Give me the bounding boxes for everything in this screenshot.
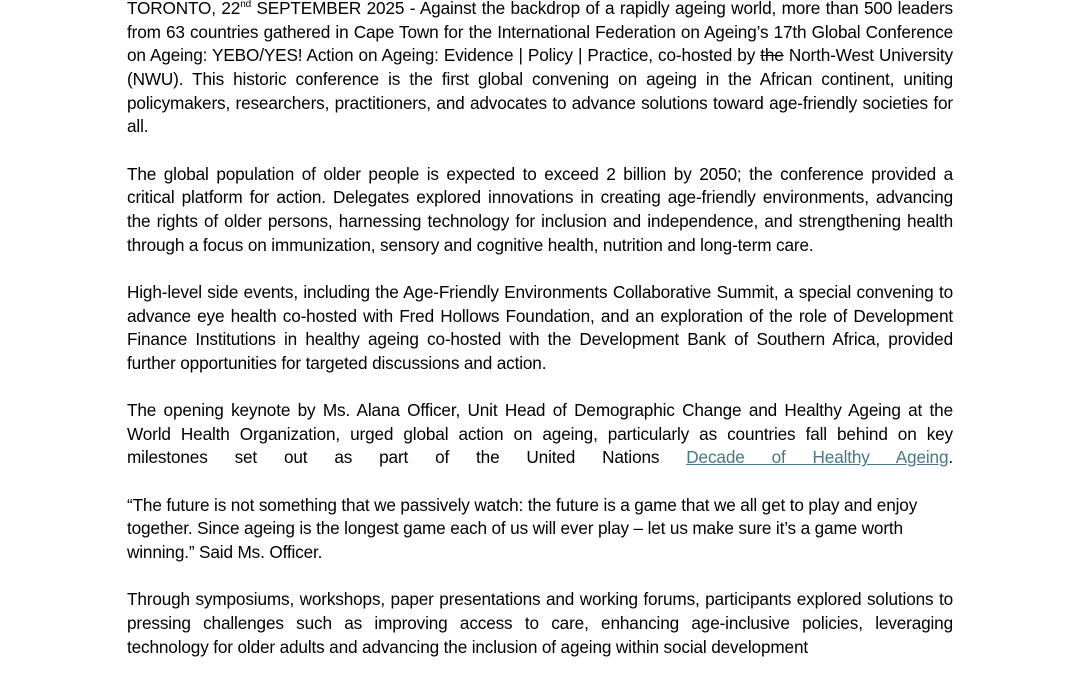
paragraph-side-events: High-level side events, including the Age-Friendly Environments Collaborative Summit, a special convening to advance eye health co-hosted with Fred Hollows Foundation, and an exploration of the role of Development Finance Institutions in healthy ageing co-hosted with the Development Bank of Southern Africa, provided further opportunities for targeted discussions and action.	[127, 281, 953, 373]
intro-text-part-1: SEPTEMBER 2025 - Against the backdrop of a rapidly ageing world, more than 500 leaders from 63 countries gathered in Cape Town for the International Federation on Ageing’s 17th Global Conference on Ageing: YEBO/YES! Action on Ageing: Evidence | Policy | Practice, co-hosted by	[127, 0, 954, 66]
struck-through-text: the	[760, 45, 784, 66]
keynote-text: The opening keynote by Ms. Alana Officer, Unit Head of Demographic Change and Healthy Ageing at the World Health Organization, urged global action on ageing, particularly as countries fall behind on key milestones set out as part of the United Nations	[127, 400, 953, 468]
paragraph-intro	[127, 0, 953, 139]
intro-text-part-2: North-West University (NWU). This historic conference is the first global convening on ageing in the African continent, uniting policymakers, researchers, practitioners, and advocates to advance solutions toward age-friendly societies for all.	[127, 45, 953, 137]
decade-of-healthy-ageing-link[interactable]: Decade of Healthy Ageing	[686, 447, 949, 468]
paragraph-symposiums: Through symposiums, workshops, paper presentations and working forums, participants explored solutions to pressing challenges such as improving access to care, enhancing age-inclusive policies, leveraging technology for older adults and advancing the inclusion of ageing within social development	[127, 589, 953, 657]
paragraph-global-population: The global population of older people is expected to exceed 2 billion by 2050; the conference provided a critical platform for action. Delegates explored innovations in creating age-friendly environments, advancing the rights of older persons, harnessing technology for inclusion and independence, and strengthening health through a focus on immunization, sensory and cognitive health, nutrition and long-term care.	[127, 163, 953, 255]
dateline: TORONTO, 22	[127, 0, 241, 18]
paragraph-opening-keynote	[127, 399, 953, 470]
paragraph-quote: “The future is not something that we passively watch: the future is a game that we all get to play and enjoy together. Since ageing is the longest game each of us will ever play – let us make sure it’s a game worth winning.” Said Ms. Officer.	[127, 494, 918, 563]
document-page	[127, 0, 953, 683]
keynote-text-end: .	[948, 447, 953, 468]
dateline-ordinal-superscript: nd	[240, 0, 252, 10]
